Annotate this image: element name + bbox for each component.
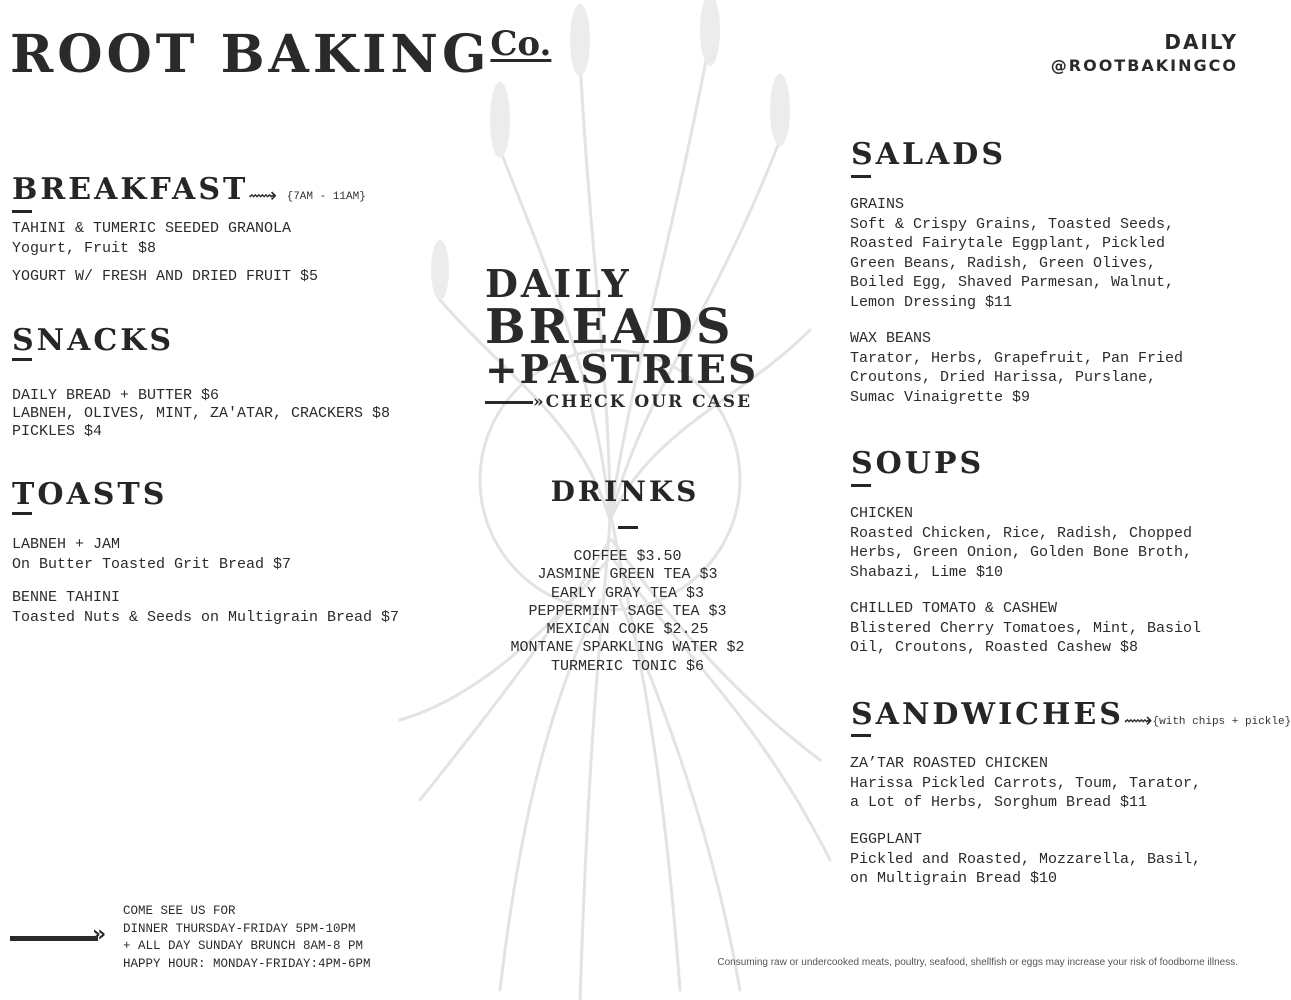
- breakfast-item: YOGURT W/ FRESH AND DRIED FRUIT $5: [12, 268, 319, 285]
- list-item: TURMERIC TONIC $6: [550, 657, 705, 675]
- item-desc: Croutons, Dried Harissa, Purslane,: [850, 369, 1157, 386]
- item-name: CHILLED TOMATO & CASHEW: [850, 600, 1058, 617]
- list-item: MEXICAN COKE $2.25: [546, 621, 709, 639]
- footer-line: COME SEE US FOR: [123, 904, 236, 918]
- arrow-icon: ⟿: [1123, 707, 1153, 732]
- divider: [851, 175, 871, 178]
- item-desc: on Multigrain Bread $10: [850, 870, 1058, 887]
- item-name: EGGPLANT: [850, 831, 923, 848]
- divider: [12, 210, 32, 213]
- item-desc: a Lot of Herbs, Sorghum Bread $11: [850, 794, 1148, 811]
- item-desc: Roasted Fairytale Eggplant, Pickled: [850, 235, 1166, 252]
- toasts-heading: TOASTS: [12, 477, 168, 512]
- arrow-line: [485, 401, 533, 404]
- list-item: JASMINE GREEN TEA $3: [537, 566, 718, 584]
- item-desc: Toasted Nuts & Seeds on Multigrain Bread $7: [12, 608, 400, 626]
- item-desc: Herbs, Green Onion, Golden Bone Broth,: [850, 544, 1193, 561]
- list-item: EARLY GRAY TEA $3: [550, 584, 705, 602]
- footer-arrow-icon: »: [92, 922, 107, 947]
- footer-line: + ALL DAY SUNDAY BRUNCH 8AM-8 PM: [123, 939, 364, 953]
- list-item: DAILY BREAD + BUTTER $6: [12, 387, 220, 404]
- arrow-icon: »: [533, 392, 546, 412]
- sandwiches-note: {with chips + pickle}: [1152, 716, 1291, 728]
- soup-item: [850, 504, 1192, 582]
- daily-breads-line3: +PASTRIES: [485, 347, 759, 393]
- salad-item: [850, 195, 1174, 312]
- disclaimer: Consuming raw or undercooked meats, poultry, seafood, shellfish or eggs may increase your risk of foodborne illness.: [717, 957, 1238, 968]
- salad-item: [850, 329, 1183, 407]
- brand-name: ROOT BAKING: [10, 24, 491, 85]
- sandwich-item: [850, 830, 1201, 889]
- arrow-icon: ⟿: [248, 182, 277, 207]
- item-desc: Pickled and Roasted, Mozzarella, Basil,: [850, 850, 1202, 868]
- footer-line: HAPPY HOUR: MONDAY-FRIDAY:4PM-6PM: [123, 956, 371, 971]
- item-name: LABNEH + JAM: [12, 536, 121, 553]
- daily-breads-block: [485, 261, 759, 412]
- instagram-handle[interactable]: @ROOTBAKINGCO: [1050, 56, 1238, 75]
- item-name: BENNE TAHINI: [12, 589, 121, 606]
- item-desc: Tarator, Herbs, Grapefruit, Pan Fried: [850, 349, 1184, 367]
- breakfast-item: [12, 219, 291, 258]
- item-desc: Oil, Croutons, Roasted Cashew $8: [850, 639, 1139, 656]
- item-desc: On Butter Toasted Grit Bread $7: [12, 555, 292, 573]
- menu-label: DAILY: [1164, 30, 1238, 54]
- breakfast-hours: {7AM - 11AM}: [286, 191, 366, 203]
- soups-heading: SOUPS: [851, 446, 985, 481]
- item-name: GRAINS: [850, 196, 905, 213]
- item-name: TAHINI & TUMERIC SEEDED GRANOLA: [12, 220, 292, 237]
- list-item: PICKLES $4: [12, 423, 103, 440]
- list-item: COFFEE $3.50: [573, 548, 682, 565]
- snacks-heading: SNACKS: [12, 323, 174, 358]
- item-desc: Lemon Dressing $11: [850, 293, 1013, 311]
- item-name: ZA’TAR ROASTED CHICKEN: [850, 755, 1049, 772]
- drinks-list: [470, 548, 785, 676]
- breakfast-section: [12, 172, 366, 207]
- item-desc: Soft & Crispy Grains, Toasted Seeds,: [850, 215, 1175, 233]
- sandwiches-heading: SANDWICHES: [851, 697, 1124, 732]
- divider: [851, 484, 871, 487]
- item-desc: Boiled Egg, Shaved Parmesan, Walnut,: [850, 274, 1175, 291]
- footer-line: DINNER THURSDAY-FRIDAY 5PM-10PM: [123, 921, 356, 936]
- item-name: WAX BEANS: [850, 330, 932, 347]
- check-case-row: [485, 392, 758, 412]
- item-desc: Harissa Pickled Carrots, Toum, Tarator,: [850, 774, 1202, 792]
- list-item: MONTANE SPARKLING WATER $2: [510, 639, 745, 657]
- daily-breads-line2: BREADS: [485, 299, 734, 355]
- item-desc: Roasted Chicken, Rice, Radish, Chopped: [850, 524, 1193, 542]
- item-name: CHICKEN: [850, 505, 914, 522]
- divider: [851, 734, 871, 737]
- sandwich-item: [850, 754, 1201, 813]
- snacks-list: [12, 387, 390, 441]
- divider: [12, 358, 32, 361]
- footer-hours: [123, 903, 371, 973]
- toast-item: [12, 535, 291, 574]
- brand-co: Co.: [490, 24, 552, 64]
- item-desc: Sumac Vinaigrette $9: [850, 388, 1031, 406]
- item-desc: Green Beans, Radish, Green Olives,: [850, 254, 1157, 272]
- check-case-label: CHECK OUR CASE: [545, 392, 753, 412]
- divider: [618, 526, 638, 529]
- divider: [12, 512, 32, 515]
- item-desc: Blistered Cherry Tomatoes, Mint, Basiol: [850, 619, 1202, 637]
- item-desc: Shabazi, Lime $10: [850, 563, 1004, 581]
- daily-breads-line1: DAILY: [485, 261, 632, 306]
- sandwiches-heading-row: [851, 697, 1291, 732]
- salads-heading: SALADS: [851, 137, 1006, 172]
- footer-arrow-line: [10, 936, 98, 941]
- brand-logo: [10, 24, 551, 85]
- toast-item: [12, 588, 399, 627]
- soup-item: [850, 599, 1201, 658]
- drinks-heading: DRINKS: [550, 475, 700, 508]
- breakfast-heading: BREAKFAST: [12, 172, 249, 207]
- item-desc: Yogurt, Fruit $8: [12, 239, 157, 257]
- list-item: LABNEH, OLIVES, MINT, ZA'ATAR, CRACKERS $8: [12, 405, 391, 422]
- list-item: PEPPERMINT SAGE TEA $3: [528, 602, 727, 620]
